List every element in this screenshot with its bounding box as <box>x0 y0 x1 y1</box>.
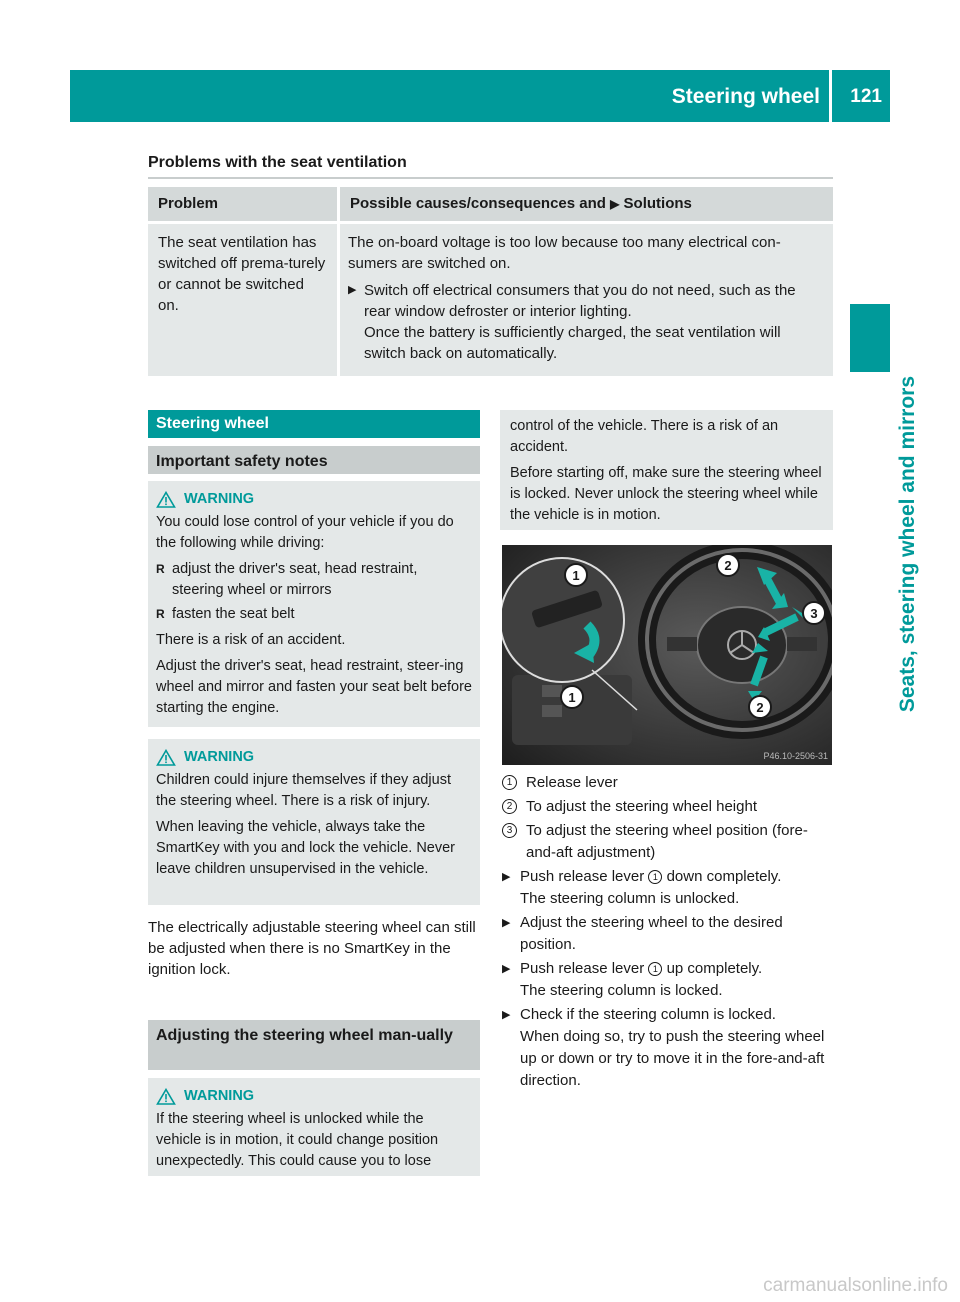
callout-number: 1 <box>502 775 517 790</box>
callout-number: 2 <box>502 799 517 814</box>
legend-text: Release lever <box>526 774 618 791</box>
chapter-tab <box>848 376 919 746</box>
step-text: Check if the steering column is locked. <box>520 1006 776 1023</box>
step-text: Push release lever <box>520 868 645 885</box>
figure-callout: 1 <box>572 568 580 583</box>
warning-box-control <box>148 481 480 727</box>
column-header-causes-prefix: Possible causes/consequences and <box>350 195 606 212</box>
warning-header <box>156 489 472 510</box>
legend-item <box>502 772 832 794</box>
figure-callout: 2 <box>756 700 764 715</box>
warning-box-children <box>148 739 480 905</box>
warning-box-continued <box>500 410 833 530</box>
solution-step <box>348 280 820 364</box>
callout-number: 3 <box>502 823 517 838</box>
chapter-tab-block <box>850 304 890 372</box>
warning-triangle-icon <box>156 491 176 508</box>
warning-advice: When leaving the vehicle, always take the SmartKey with you and lock the vehicle. Never leave children unsupervised in the vehicle. <box>156 819 455 877</box>
table-row <box>148 224 833 376</box>
warning-label: WARNING <box>184 749 255 765</box>
warning-intro: You could lose control of your vehicle if you do the following while driving: <box>156 514 454 551</box>
table-header <box>148 187 833 221</box>
step-text: Adjust the steering wheel to the desired position. <box>520 914 783 953</box>
warning-header <box>156 747 472 768</box>
column-header-causes-suffix: Solutions <box>623 195 692 212</box>
callout-number: 1 <box>648 962 662 976</box>
section-divider <box>148 177 833 179</box>
solution-text: ▶ Switch off electrical consumers that you do not need, such as the rear window defroster or interior lighting. <box>364 282 796 320</box>
warning-text: Children could injure themselves if they adjust the steering wheel. There is a risk of injury. <box>156 772 451 809</box>
cause-text: The on-board voltage is too low because too many electrical con-sumers are switched on. <box>348 234 781 272</box>
steering-wheel-heading: Steering wheel <box>148 410 480 438</box>
warning-label: WARNING <box>184 491 255 507</box>
legend-text: To adjust the steering wheel height <box>526 798 757 815</box>
figure-callout: 1 <box>568 690 576 705</box>
legend-item <box>502 796 832 818</box>
watermark: carmanualsonline.info <box>763 1275 948 1296</box>
problems-table <box>148 187 833 376</box>
figure-callout: 3 <box>810 606 818 621</box>
steering-wheel-figure <box>502 545 832 765</box>
page-header <box>70 70 890 122</box>
electric-adjust-note: The electrically adjustable steering wheel can still be adjusted when there is no SmartKey in the ignition lock. <box>148 919 476 978</box>
page-number: 121 <box>850 86 882 107</box>
warning-label: WARNING <box>184 1088 255 1104</box>
play-arrow-icon: ▶ <box>610 197 620 211</box>
column-header-problem: Problem <box>158 195 219 212</box>
instruction-step <box>502 866 832 910</box>
legend-item <box>502 820 832 864</box>
callout-number: 1 <box>648 870 662 884</box>
warning-header <box>156 1086 472 1107</box>
warning-box-unlocked <box>148 1078 480 1176</box>
column-header-causes <box>337 187 830 221</box>
safety-notes-heading: Important safety notes <box>148 446 480 474</box>
header-title: Steering wheel <box>671 85 820 108</box>
warning-triangle-icon <box>156 749 176 766</box>
bullet-item: R fasten the seat belt <box>156 604 472 625</box>
steering-wheel-illustration <box>502 545 832 765</box>
warning-advice: Adjust the driver's seat, head restraint, steer-ing wheel and mirror and fasten your seat belt before starting the engine. <box>156 658 472 716</box>
warning-continued: control of the vehicle. There is a risk of an accident. <box>510 418 779 455</box>
solution-followup: Once the battery is sufficiently charged, the seat ventilation will switch back on automatically. <box>364 324 781 362</box>
step-result: When doing so, try to push the steering wheel up or down or try to move it in the fore-and-aft direction. <box>520 1028 825 1089</box>
warning-advice: Before starting off, make sure the steering wheel is locked. Never unlock the steering wheel while the vehicle is in motion. <box>510 465 822 523</box>
bullet-item: R adjust the driver's seat, head restraint, steering wheel or mirrors <box>156 559 472 601</box>
chapter-tab-label: Seats, steering wheel and mirrors <box>896 376 919 713</box>
warning-triangle-icon <box>156 1088 176 1105</box>
cell-problem: The seat ventilation has switched off prema-turely or cannot be switched on. <box>148 224 337 376</box>
instruction-step <box>502 912 832 956</box>
step-text-end: up completely. <box>666 960 763 977</box>
figure-legend <box>502 772 832 1092</box>
figure-code: P46.10-2506-31 <box>763 751 828 761</box>
step-text: Push release lever <box>520 960 645 977</box>
section-title: Problems with the seat ventilation <box>148 154 407 171</box>
step-result: The steering column is locked. <box>520 982 723 999</box>
step-text-end: down completely. <box>666 868 782 885</box>
legend-text: To adjust the steering wheel position (fore-and-aft adjustment) <box>526 822 808 861</box>
warning-risk: There is a risk of an accident. <box>156 632 346 648</box>
figure-callout: 2 <box>724 558 732 573</box>
warning-text: If the steering wheel is unlocked while the vehicle is in motion, it could change position unexpectedly. This could cause you to lose <box>156 1111 439 1169</box>
step-result: The steering column is unlocked. <box>520 890 740 907</box>
instruction-step <box>502 958 832 1002</box>
manual-adjust-heading: Adjusting the steering wheel man-ually <box>148 1020 480 1070</box>
cell-causes <box>337 224 830 376</box>
header-separator <box>829 70 832 122</box>
instruction-step <box>502 1004 832 1092</box>
